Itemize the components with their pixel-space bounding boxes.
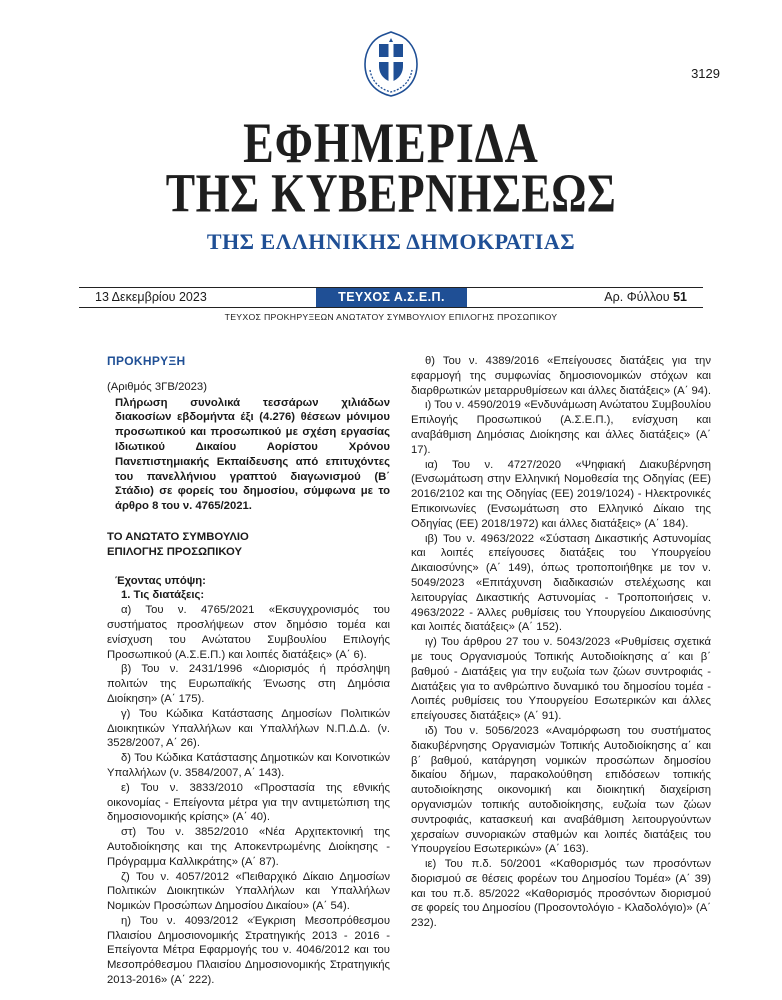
- document-summary: Πλήρωση συνολικά τεσσάρων χιλιάδων διακοσίων εβδομήντα έξι (4.276) θέσεων μόνιμου προσωπικού και προσωπικού με σχέση εργασίας Ιδιωτικού Δικαίου Αορίστου Χρόνου Πανεπιστημιακής Εκπαίδευσης από επιτυχόντες του πανελλήνιου γραπτού διαγωνισμού (Β΄ Στάδιο) σε φορείς του δημοσίου, σύμφωνα με το άρθρο 8 του ν. 4765/2021.: [115, 396, 390, 513]
- document-number: (Αριθμός 3ΓΒ/2023): [107, 380, 207, 393]
- provision-item: ε) Του ν. 3833/2010 «Προστασία της εθνικής οικονομίας - Επείγοντα μέτρα για την αντιμετώπιση της δημοσιονομικής κρίσης» (Α΄ 40).: [107, 781, 390, 824]
- sheet-label: Αρ. Φύλλου: [604, 290, 670, 304]
- issue-subtitle: ΤΕΥΧΟΣ ΠΡΟΚΗΡΥΞΕΩΝ ΑΝΩΤΑΤΟΥ ΣΥΜΒΟΥΛΙΟΥ ΕΠΙΛΟΓΗΣ ΠΡΟΣΩΠΙΚΟΥ: [224, 312, 558, 322]
- left-column: [107, 354, 390, 988]
- gazette-title-line2: ΤΗΣ ΚΥΒΕΡΝΗΣΕΩΣ: [165, 162, 617, 225]
- sheet-number: 51: [673, 290, 687, 304]
- provision-item: ι) Του ν. 4590/2019 «Ενδυνάμωση Ανώτατου Συμβουλίου Επιλογής Προσωπικού (Α.Σ.Ε.Π.), ενίσχυση και αναβάθμιση Δημόσιας Διοίκησης και άλλες διατάξεις» (Α΄ 17).: [411, 399, 711, 456]
- provision-item: β) Του ν. 2431/1996 «Διορισμός ή πρόσληψη πολιτών της Ευρωπαϊκής Ένωσης στη Δημόσια Διοίκηση» (Α΄ 175).: [107, 663, 390, 705]
- provision-item: ια) Του ν. 4727/2020 «Ψηφιακή Διακυβέρνηση (Ενσωμάτωση στην Ελληνική Νομοθεσία της Οδηγίας (ΕΕ) 2016/2102 και της Οδηγίας (ΕΕ) 2019/1024) - Ηλεκτρονικές Επικοινωνίες (Ενσωμάτωση στο Ελληνικό Δίκαιο της Οδηγίας (ΕΕ) 2018/1972) και άλλες διατάξεις» (Α΄ 184).: [411, 458, 711, 530]
- provision-item: ιγ) Του άρθρου 27 του ν. 5043/2023 «Ρυθμίσεις σχετικά με τους Οργανισμούς Τοπικής Αυτοδιοίκησης α΄ και β΄ βαθμού - Διατάξεις για την ευζωία των ζώων συντροφιάς - Διατάξεις για το ανθρώπινο δυναμικό του δημοσίου τομέα - Λοιπές ρυθμίσεις του Υπουργείου Εσωτερικών και άλλες επείγουσες διατάξεις» (Α΄ 91).: [411, 636, 711, 723]
- document-kind: ΠΡΟΚΗΡΥΞΗ: [107, 354, 186, 368]
- right-column: [411, 354, 711, 931]
- gazette-title-line1: ΕΦΗΜΕΡΙΔΑ: [243, 110, 539, 175]
- provision-item: στ) Του ν. 3852/2010 «Νέα Αρχιτεκτονική της Αυτοδιοίκησης και της Αποκεντρωμένης Διοίκησης - Πρόγραμμα Καλλικράτης» (Α΄ 87).: [107, 826, 390, 868]
- issue-type: ΤΕΥΧΟΣ Α.Σ.Ε.Π.: [316, 288, 467, 307]
- provision-item: δ) Του Κώδικα Κατάστασης Δημοτικών και Κοινοτικών Υπαλλήλων (ν. 3584/2007, Α΄ 143).: [107, 752, 390, 779]
- issue-sheet: [604, 290, 687, 304]
- provision-item: γ) Του Κώδικα Κατάστασης Δημοσίων Πολιτικών Διοικητικών Υπαλλήλων και Υπαλλήλων Ν.Π.Δ.Δ. (ν. 3528/2007, Α΄ 26).: [107, 707, 390, 750]
- provision-item: ιδ) Του ν. 5056/2023 «Αναμόρφωση του συστήματος διακυβέρνησης Οργανισμών Τοπικής Αυτοδιοίκησης α΄ και β΄ βαθμού, κατάργηση νομικών προσώπων δημοσίου δικαίου δήμων, παρακολούθηση επιδόσεων τοπικής αυτοδιοίκησης οικονομική και διοικητική διαχείριση οργανισμών τοπικής αυτοδιοίκησης, ευζωία των ζώων συντροφιάς, κατασκευή και αναβάθμιση λειτουργούντων χερσαίων συνοριακών σταθμών και λοιπές διατάξεις του Υπουργείου Εσωτερικών» (Α΄ 163).: [411, 724, 711, 856]
- provision-item: η) Του ν. 4093/2012 «Έγκριση Μεσοπρόθεσμου Πλαισίου Δημοσιονομικής Στρατηγικής 2013 - 2016 - Επείγοντα Μέτρα Εφαρμογής του ν. 4046/2012 και του Μεσοπρόθεσμου Πλαισίου Δημοσιονομικής Στρατηγικής 2013-2016» (Α΄ 222).: [107, 914, 390, 987]
- provision-item: ιβ) Του ν. 4963/2022 «Σύσταση Δικαστικής Αστυνομίας και λοιπές επείγουσες διατάξεις του Υπουργείου Δικαιοσύνης» (Α΄ 149), όπως τροποποιήθηκε με τον ν. 5049/2023 «Επιτάχυνση διαδικασιών στελέχωσης και λειτουργίας Δικαστικής Αστυνομίας - Τροποποιήσεις ν. 4963/2022 - Άλλες ρυθμίσεις του Υπουργείου Δικαιοσύνης και λοιπές διατάξεις» (Α΄ 152).: [411, 532, 711, 634]
- provision-item: ιε) Του π.δ. 50/2001 «Καθορισμός των προσόντων διορισμού σε θέσεις φορέων του Δημοσίου Τομέα» (Α΄ 39) και του π.δ. 85/2022 «Καθορισμός προσόντων διορισμού σε φορείς του Δημοσίου (Προσοντολόγιο - Κλαδολόγιο)» (Α΄ 232).: [411, 858, 711, 930]
- gazette-title-line3: ΤΗΣ ΕΛΛΗΝΙΚΗΣ ΔΗΜΟΚΡΑΤΙΑΣ: [206, 229, 576, 254]
- issuer-line1: ΤΟ ΑΝΩΤΑΤΟ ΣΥΜΒΟΥΛΙΟ: [107, 530, 249, 543]
- provisions-heading: 1. Τις διατάξεις:: [121, 589, 205, 602]
- issue-date: 13 Δεκεμβρίου 2023: [95, 290, 207, 304]
- provision-item: θ) Του ν. 4389/2016 «Επείγουσες διατάξεις για την εφαρμογή της συμφωνίας δημοσιονομικών στόχων και διαρθρωτικών μεταρρυθμίσεων και άλλες διατάξεις» (Α΄ 94).: [411, 355, 711, 397]
- issue-bar: [79, 287, 703, 308]
- having-in-mind: Έχοντας υπόψη:: [115, 574, 206, 587]
- issuer-line2: ΕΠΙΛΟΓΗΣ ΠΡΟΣΩΠΙΚΟΥ: [107, 545, 242, 558]
- page-number: 3129: [691, 66, 720, 81]
- provision-item: α) Του ν. 4765/2021 «Εκσυγχρονισμός του συστήματος προσλήψεων στον δημόσιο τομέα και ενίσχυση του Ανώτατου Συμβουλίου Επιλογής Προσωπικού (Α.Σ.Ε.Π.) και λοιπές διατάξεις» (Α΄ 6).: [107, 604, 390, 661]
- greek-emblem-icon: [362, 30, 420, 98]
- provision-item: ζ) Του ν. 4057/2012 «Πειθαρχικό Δίκαιο Δημοσίων Πολιτικών Διοικητικών Υπαλλήλων και Υπαλλήλων Νομικών Προσώπων Δημοσίου Δικαίου» (Α΄ 54).: [107, 870, 390, 913]
